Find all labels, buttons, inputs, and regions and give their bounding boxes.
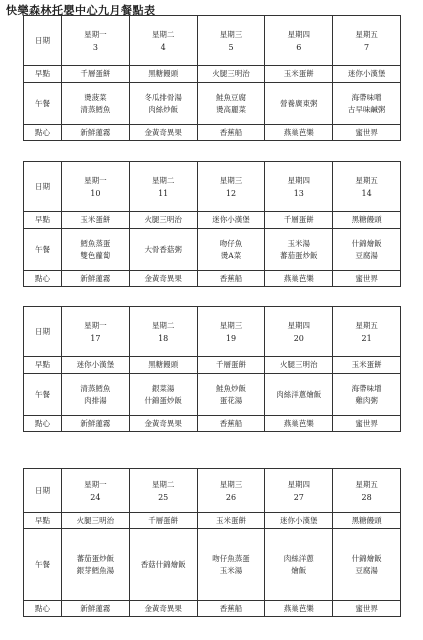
date-row-label: 日期 (24, 162, 62, 212)
date-number: 26 (225, 492, 237, 502)
morning-cell: 迷你小漢堡 (333, 66, 401, 83)
day-header (333, 469, 401, 513)
date-row (24, 307, 401, 357)
weekday-label: 星期四 (287, 320, 311, 330)
lunch-cell (129, 83, 197, 125)
morning-row (24, 66, 401, 83)
lunch-item: 燴飯 (291, 565, 307, 575)
date-number: 6 (296, 42, 302, 52)
weekday-label: 星期二 (151, 320, 175, 330)
date-row (24, 469, 401, 513)
date-number: 19 (225, 333, 237, 343)
morning-row (24, 212, 401, 229)
day-header (129, 307, 197, 357)
date-number: 3 (92, 42, 98, 52)
weekday-label: 星期三 (219, 29, 243, 39)
snack-cell: 燕巢芭樂 (265, 416, 333, 432)
lunch-item: 蕃茄蛋炒飯 (280, 250, 318, 260)
lunch-cell (197, 229, 265, 271)
lunch-item: 玉米湯 (219, 565, 243, 575)
morning-cell: 火腿三明治 (62, 513, 130, 529)
morning-cell: 千層蛋餅 (62, 66, 130, 83)
snack-cell: 燕巢芭樂 (265, 125, 333, 141)
lunch-item: 什錦燴飯 (351, 553, 382, 563)
snack-cell: 燕巢芭樂 (265, 271, 333, 287)
date-number: 17 (90, 333, 101, 343)
snack-row-label: 點心 (24, 271, 62, 287)
weekday-label: 星期一 (84, 175, 107, 185)
lunch-item: 鮭魚豆腐 (215, 92, 246, 102)
lunch-cell (333, 529, 401, 601)
lunch-row-label: 午餐 (24, 83, 62, 125)
lunch-cell (333, 229, 401, 271)
lunch-cell (333, 83, 401, 125)
lunch-item: 鮭魚炒飯 (215, 383, 246, 393)
lunch-item: 肉絲炒飯 (148, 104, 179, 114)
snack-row-label: 點心 (24, 125, 62, 141)
snack-row (24, 125, 401, 141)
lunch-row (24, 229, 401, 271)
date-row-label: 日期 (24, 16, 62, 66)
weekday-label: 星期二 (151, 479, 175, 489)
day-header (265, 469, 333, 513)
lunch-item: 銀菜湯 (151, 383, 175, 393)
morning-cell: 迷你小漢堡 (62, 357, 130, 374)
date-number: 13 (293, 188, 304, 198)
lunch-row (24, 83, 401, 125)
morning-cell: 黑糖饅頭 (129, 66, 197, 83)
lunch-item: 燙高麗菜 (215, 104, 246, 114)
snack-row-label: 點心 (24, 601, 62, 617)
date-row-label: 日期 (24, 307, 62, 357)
date-number: 20 (293, 333, 304, 343)
morning-row (24, 513, 401, 529)
lunch-cell (333, 374, 401, 416)
snack-cell: 新鮮蓮霧 (62, 271, 130, 287)
snack-cell: 金黃奇異果 (129, 125, 197, 141)
day-header (129, 16, 197, 66)
snack-row-label: 點心 (24, 416, 62, 432)
snack-cell: 金黃奇異果 (129, 271, 197, 287)
date-number: 24 (90, 492, 101, 502)
lunch-cell (197, 83, 265, 125)
lunch-item: 銀芽鱈魚湯 (76, 565, 115, 575)
lunch-item: 清蒸鱈魚 (80, 104, 111, 114)
lunch-item: 蛋花湯 (219, 395, 243, 405)
weekday-label: 星期五 (355, 29, 378, 39)
lunch-item: 海帶味噌 (351, 92, 382, 102)
lunch-cell (197, 374, 265, 416)
morning-cell: 玉米蛋餅 (197, 513, 265, 529)
snack-row (24, 601, 401, 617)
morning-row-label: 早點 (24, 513, 62, 529)
lunch-item: 燙菠菜 (84, 92, 107, 102)
morning-cell: 黑糖饅頭 (333, 513, 401, 529)
snack-cell: 香蕉船 (197, 416, 265, 432)
morning-cell: 千層蛋餅 (129, 513, 197, 529)
morning-row-label: 早點 (24, 357, 62, 374)
lunch-row (24, 374, 401, 416)
date-number: 11 (158, 188, 169, 198)
lunch-item: 肉絲洋蔥 (283, 553, 314, 563)
lunch-item: 雙色蘿蔔 (80, 250, 111, 260)
weekday-label: 星期五 (355, 479, 378, 489)
lunch-row-label: 午餐 (24, 229, 62, 271)
day-header (265, 307, 333, 357)
week-table (23, 468, 401, 617)
lunch-item: 豆腐湯 (355, 250, 378, 260)
lunch-item: 冬瓜排骨湯 (144, 92, 182, 102)
snack-cell: 香蕉船 (197, 271, 265, 287)
weekday-label: 星期四 (287, 29, 311, 39)
morning-cell: 千層蛋餅 (265, 212, 333, 229)
lunch-cell (62, 229, 130, 271)
lunch-item: 古早味鹹粥 (347, 104, 386, 114)
day-header (129, 162, 197, 212)
weekday-label: 星期四 (287, 175, 311, 185)
lunch-cell (62, 529, 130, 601)
lunch-cell (265, 229, 333, 271)
snack-cell: 金黃奇異果 (129, 416, 197, 432)
lunch-item: 蕃茄蛋炒飯 (76, 553, 115, 563)
weekday-label: 星期四 (287, 479, 311, 489)
snack-cell: 金黃奇異果 (129, 601, 197, 617)
weekday-label: 星期五 (355, 320, 378, 330)
lunch-cell (129, 529, 197, 601)
snack-cell: 新鮮蓮霧 (62, 125, 130, 141)
morning-cell: 玉米蛋餅 (333, 357, 401, 374)
snack-cell: 香蕉船 (197, 601, 265, 617)
weekday-label: 星期一 (84, 479, 107, 489)
snack-cell: 蜜世界 (333, 271, 401, 287)
lunch-cell (265, 529, 333, 601)
day-header (333, 16, 401, 66)
morning-cell: 迷你小漢堡 (197, 212, 265, 229)
date-row (24, 16, 401, 66)
lunch-item: 海帶味增 (351, 383, 382, 393)
day-header (197, 162, 265, 212)
lunch-cell (129, 374, 197, 416)
morning-row-label: 早點 (24, 212, 62, 229)
date-number: 18 (158, 333, 169, 343)
weekday-label: 星期一 (84, 320, 107, 330)
morning-cell: 玉米蛋餅 (62, 212, 130, 229)
date-number: 21 (361, 333, 372, 343)
snack-cell: 蜜世界 (333, 601, 401, 617)
weekday-label: 星期三 (219, 175, 243, 185)
snack-row (24, 271, 401, 287)
lunch-item: 什錦蛋炒飯 (144, 395, 182, 405)
lunch-row (24, 529, 401, 601)
lunch-row-label: 午餐 (24, 529, 62, 601)
lunch-item: 肉排湯 (84, 395, 107, 405)
lunch-cell (62, 374, 130, 416)
lunch-item: 香菇什錦燴飯 (140, 559, 186, 569)
lunch-cell (197, 529, 265, 601)
date-number: 12 (225, 188, 237, 198)
day-header (129, 469, 197, 513)
page-title: 快樂森林托嬰中心九月餐點表 (6, 4, 156, 17)
snack-cell: 蜜世界 (333, 125, 401, 141)
lunch-item: 吻仔魚蒸蛋 (212, 553, 250, 563)
snack-row (24, 416, 401, 432)
date-number: 28 (361, 492, 372, 502)
weekday-label: 星期五 (355, 175, 378, 185)
lunch-row-label: 午餐 (24, 374, 62, 416)
lunch-item: 玉米湯 (287, 238, 311, 248)
day-header (62, 307, 130, 357)
morning-cell: 火腿三明治 (129, 212, 197, 229)
lunch-cell (129, 229, 197, 271)
snack-cell: 香蕉船 (197, 125, 265, 141)
morning-cell: 黑糖饅頭 (129, 357, 197, 374)
day-header (333, 162, 401, 212)
weekday-label: 星期二 (151, 29, 175, 39)
date-number: 27 (293, 492, 304, 502)
lunch-item: 燙A菜 (220, 250, 242, 260)
lunch-item: 鱈魚蒸蛋 (80, 238, 111, 248)
lunch-cell (265, 374, 333, 416)
date-number: 14 (361, 188, 372, 198)
weekday-label: 星期三 (219, 320, 243, 330)
date-number: 7 (364, 42, 370, 52)
lunch-cell (265, 83, 333, 125)
date-number: 25 (158, 492, 169, 502)
date-number: 5 (228, 42, 234, 52)
day-header (333, 307, 401, 357)
lunch-item: 清蒸鱈魚 (80, 383, 111, 393)
lunch-item: 雞肉粥 (355, 395, 378, 405)
weekday-label: 星期二 (151, 175, 175, 185)
day-header (197, 16, 265, 66)
morning-cell: 火腿三明治 (265, 357, 333, 374)
lunch-item: 大骨香菇粥 (144, 244, 182, 254)
morning-cell: 黑糖饅頭 (333, 212, 401, 229)
lunch-item: 吻仔魚 (219, 238, 243, 248)
weekday-label: 星期一 (84, 29, 107, 39)
morning-row (24, 357, 401, 374)
snack-cell: 燕巢芭樂 (265, 601, 333, 617)
date-row-label: 日期 (24, 469, 62, 513)
weekday-label: 星期三 (219, 479, 243, 489)
snack-cell: 新鮮蓮霧 (62, 416, 130, 432)
date-number: 4 (160, 42, 166, 52)
snack-cell: 新鮮蓮霧 (62, 601, 130, 617)
morning-cell: 火腿三明治 (197, 66, 265, 83)
day-header (265, 16, 333, 66)
day-header (265, 162, 333, 212)
lunch-cell (62, 83, 130, 125)
day-header (62, 162, 130, 212)
week-table (23, 15, 401, 141)
day-header (62, 469, 130, 513)
lunch-item: 肉絲洋蔥燴飯 (276, 389, 322, 399)
morning-row-label: 早點 (24, 66, 62, 83)
morning-cell: 迷你小漢堡 (265, 513, 333, 529)
day-header (197, 469, 265, 513)
week-table (23, 161, 401, 287)
lunch-item: 營養廣東粥 (280, 98, 318, 108)
day-header (62, 16, 130, 66)
date-row (24, 162, 401, 212)
lunch-item: 豆腐湯 (355, 565, 378, 575)
day-header (197, 307, 265, 357)
lunch-item: 什錦燴飯 (351, 238, 382, 248)
morning-cell: 千層蛋餅 (197, 357, 265, 374)
snack-cell: 蜜世界 (333, 416, 401, 432)
morning-cell: 玉米蛋餅 (265, 66, 333, 83)
week-table (23, 306, 401, 432)
date-number: 10 (90, 188, 101, 198)
